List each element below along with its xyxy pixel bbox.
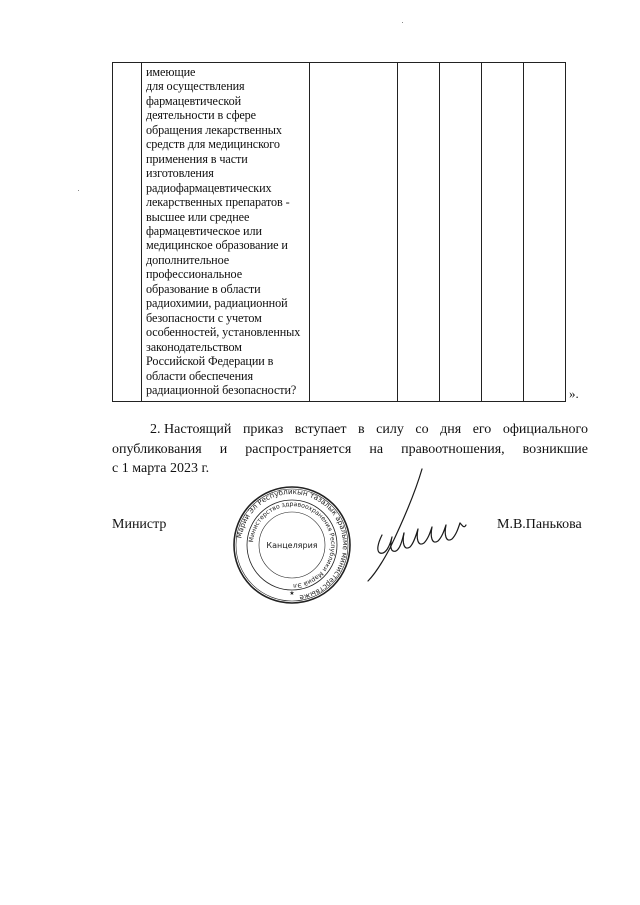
table-cell-line: имеющие xyxy=(146,65,196,79)
table-cell-line: лекарственных препаратов - xyxy=(146,195,290,210)
table-cell-line: профессиональное xyxy=(146,267,243,282)
table-cell-line: дополнительное xyxy=(146,252,230,267)
table-cell-line: обращения лекарственных xyxy=(146,122,282,137)
svg-text:Марий Эл Республикын тазалык а: Марий Эл Республикын тазалык аралыме министерствыже xyxy=(234,486,351,603)
table-cell-line: образование в области xyxy=(146,281,261,296)
paragraph-word: приказ xyxy=(242,422,284,437)
table-column-border xyxy=(397,62,398,402)
table-column-border xyxy=(112,62,113,402)
official-seal xyxy=(232,485,352,605)
table-top-border xyxy=(112,62,566,63)
paragraph-word: распространяется xyxy=(245,441,352,457)
svg-text:Министерство здравоохранения Р: Министерство здравоохранения Республики Марий Эл xyxy=(248,500,337,590)
table-column-border xyxy=(565,62,566,402)
table-column-border xyxy=(523,62,524,402)
paragraph-line-2 xyxy=(112,440,588,460)
signatory-name: М.В.Панькова xyxy=(497,517,582,532)
paragraph-line-1 xyxy=(112,420,588,440)
paragraph-word: вступает xyxy=(294,422,347,437)
paragraph-line-3 xyxy=(112,459,588,479)
table-cell-line: медицинское образование и xyxy=(146,238,288,253)
table-column-border xyxy=(141,62,142,402)
paragraph-word: правоотношения, xyxy=(401,441,505,457)
scan-speck xyxy=(78,190,79,191)
table-column-border xyxy=(481,62,482,402)
handwritten-signature xyxy=(360,463,470,583)
table-cell-line: области обеспечения xyxy=(146,368,253,383)
table-column-border xyxy=(309,62,310,402)
table-cell-line: радиационной безопасности? xyxy=(146,382,297,397)
table-cell-line: применения в части xyxy=(146,151,248,166)
table-cell-line: радиохимии, радиационной xyxy=(146,296,288,311)
table-cell-line: средств для медицинского xyxy=(146,137,280,152)
table-cell-line: высшее или среднее xyxy=(146,209,250,224)
svg-text:★: ★ xyxy=(289,590,295,597)
table-cell-line: законодательством xyxy=(146,339,242,354)
table-cell-line: радиофармацевтических xyxy=(146,180,272,195)
svg-text:Канцелярия: Канцелярия xyxy=(266,541,318,550)
paragraph-2 xyxy=(112,420,588,479)
closing-quote-mark: ». xyxy=(569,386,579,401)
paragraph-word: со xyxy=(415,422,429,437)
requirements-table-fragment xyxy=(112,62,566,402)
table-cell-line: безопасности с учетом xyxy=(146,310,262,325)
table-cell-line: особенностей, установленных xyxy=(146,325,301,340)
scan-speck xyxy=(402,22,403,23)
table-cell-line: фармацевтической xyxy=(146,93,242,108)
table-column-border xyxy=(439,62,440,402)
paragraph-word: дня xyxy=(440,422,462,437)
paragraph-word: и xyxy=(219,441,228,457)
paragraph-word: в xyxy=(358,422,365,437)
table-cell-line: Российской Федерации в xyxy=(146,354,274,369)
table-cell-line: для осуществления xyxy=(146,79,245,94)
paragraph-word: его xyxy=(472,422,492,437)
table-cell-line: изготовления xyxy=(146,166,214,181)
paragraph-word: на xyxy=(369,441,384,457)
table-cell-requirements-text xyxy=(146,65,308,397)
paragraph-word: официального xyxy=(502,422,588,437)
table-bottom-border xyxy=(112,401,566,402)
paragraph-word: 2. Настоящий xyxy=(150,422,232,437)
paragraph-word: возникшие xyxy=(522,441,588,457)
table-cell-line: фармацевтическое или xyxy=(146,223,262,238)
signatory-title: Министр xyxy=(112,517,167,532)
table-cell-line: деятельности в сфере xyxy=(146,108,256,123)
paragraph-word: опубликования xyxy=(112,441,202,457)
paragraph-line-3-text: с 1 марта 2023 г. xyxy=(112,461,210,476)
paragraph-word: силу xyxy=(376,422,404,437)
